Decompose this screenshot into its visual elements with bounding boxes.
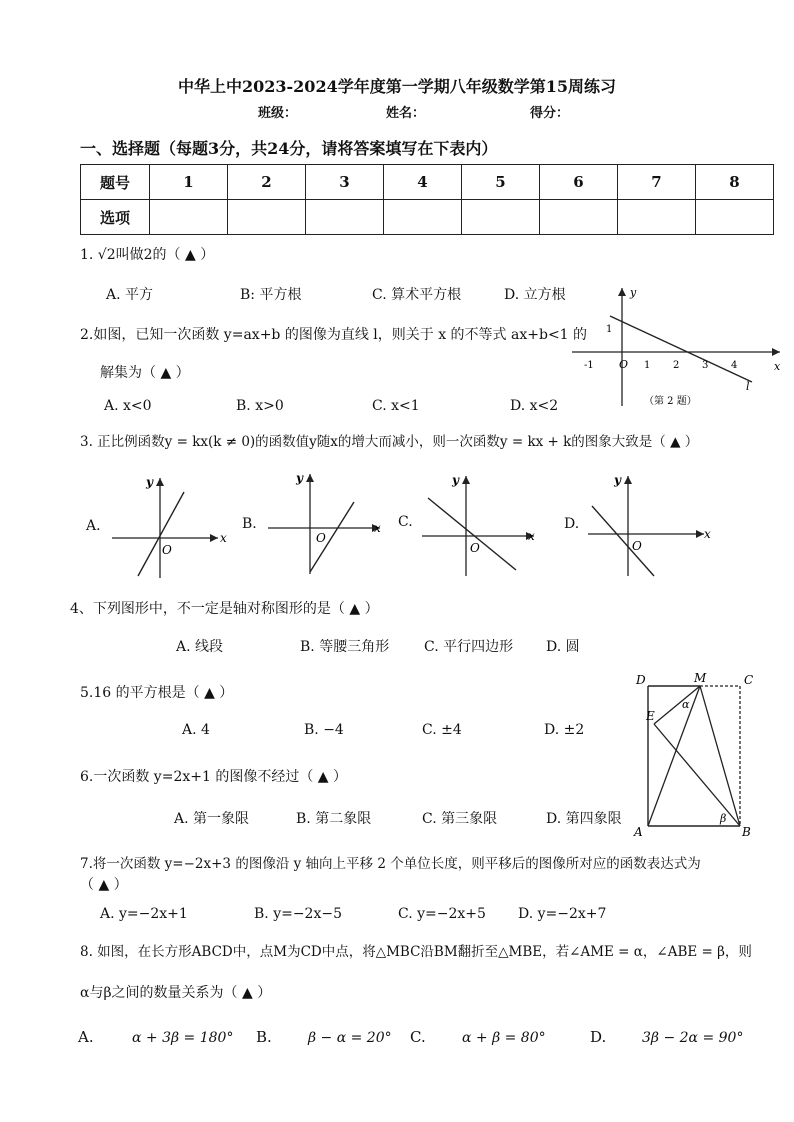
figure-caption: （第 2 题）: [644, 396, 697, 407]
q8-option-d-letter: D.: [590, 1028, 607, 1046]
q6-option-c: C. 第三象限: [422, 811, 498, 827]
q5-option-c: C. ±4: [422, 722, 462, 738]
q2-stem-cont: 解集为（ ▲ ）: [100, 365, 190, 381]
q2-option-a: A. x<0: [104, 398, 152, 414]
line-label: l: [746, 380, 750, 393]
x-axis-arrow: [210, 534, 218, 542]
x-axis-arrow: [696, 530, 704, 538]
x-label: x: [704, 527, 711, 541]
q3-option-c: C.: [398, 514, 413, 530]
q7-stem: 7.将一次函数 y=−2x+3 的图像沿 y 轴向上平移 2 个单位长度，则平移后的图像所对应的函数表达式为: [80, 856, 701, 872]
table-cell: 6: [540, 165, 618, 200]
answer-cell[interactable]: [150, 200, 228, 235]
q6-option-d: D. 第四象限: [546, 811, 622, 827]
graph-line: [592, 506, 654, 576]
q3-graph-a: [108, 472, 228, 582]
table-header-number: 题号: [81, 165, 150, 200]
q3-graph-c: [418, 470, 542, 580]
q1-option-b: B: 平方根: [240, 287, 302, 303]
origin-label: O: [619, 358, 629, 371]
table-cell: 4: [384, 165, 462, 200]
name-label: 姓名：: [386, 106, 426, 121]
q8-option-a-letter: A.: [78, 1028, 94, 1046]
table-cell: 8: [696, 165, 774, 200]
label-A: A: [634, 825, 643, 839]
table-cell: 2: [228, 165, 306, 200]
class-label: 班级：: [258, 106, 298, 121]
y-axis-arrow: [462, 476, 470, 484]
tick-neg1: -1: [584, 360, 594, 371]
q5-stem: 5.16 的平方根是（ ▲ ）: [80, 685, 234, 701]
q7-stem-cont: （ ▲ ）: [80, 877, 128, 893]
label-M: M: [694, 671, 707, 685]
answer-cell[interactable]: [618, 200, 696, 235]
q7-option-d: D. y=−2x+7: [518, 906, 607, 922]
tick-4: 4: [731, 360, 738, 371]
line-l: [610, 316, 752, 382]
y-axis-arrow: [306, 474, 314, 482]
q6-stem: 6.一次函数 y=2x+1 的图像不经过（ ▲ ）: [80, 769, 348, 785]
answer-cell[interactable]: [228, 200, 306, 235]
q8-figure: [632, 668, 756, 840]
q3-option-a: A.: [86, 518, 101, 534]
x-label: x: [374, 521, 381, 535]
q8-stem-cont: α与β之间的数量关系为（ ▲ ）: [80, 985, 272, 1001]
q3-stem: 3. 正比例函数y = kx(k ≠ 0)的函数值y随x的增大而减小，则一次函数y = kx + k的图象大致是（ ▲ ）: [80, 434, 699, 450]
answer-table: [80, 164, 774, 235]
q2-option-b: B. x>0: [236, 398, 284, 414]
q6-option-a: A. 第一象限: [174, 811, 250, 827]
origin-label: O: [470, 541, 480, 555]
q8-option-b-letter: B.: [256, 1028, 272, 1046]
q4-option-b: B. 等腰三角形: [300, 639, 390, 655]
q4-option-a: A. 线段: [176, 639, 224, 655]
table-header-answer: 选项: [81, 200, 150, 235]
tick-y1: 1: [606, 324, 613, 335]
table-cell: 7: [618, 165, 696, 200]
label-alpha: α: [682, 698, 690, 711]
q8-option-a: α + 3β = 180°: [132, 1030, 234, 1046]
y-axis-arrow: [618, 288, 626, 296]
x-axis-arrow: [772, 348, 780, 356]
table-row: [81, 165, 774, 200]
y-label: y: [452, 473, 459, 487]
q8-option-c: α + β = 80°: [462, 1030, 546, 1046]
answer-cell[interactable]: [306, 200, 384, 235]
table-row: [81, 200, 774, 235]
label-beta: β: [720, 812, 727, 825]
answer-cell[interactable]: [696, 200, 774, 235]
q2-option-c: C. x<1: [372, 398, 420, 414]
graph-line: [138, 492, 184, 576]
q3-graph-b: [264, 468, 388, 578]
x-label: x: [528, 529, 535, 543]
q3-graph-d: [584, 470, 714, 580]
y-axis-arrow: [624, 476, 632, 484]
tick-1: 1: [644, 360, 651, 371]
tick-3: 3: [702, 360, 709, 371]
y-label: y: [614, 473, 621, 487]
q2-option-d: D. x<2: [510, 398, 559, 414]
q5-option-b: B. −4: [304, 722, 344, 738]
q2-stem: 2.如图，已知一次函数 y=ax+b 的图像为直线 l，则关于 x 的不等式 ax+b<1 的: [80, 327, 588, 343]
label-D: D: [636, 673, 646, 687]
x-label: x: [220, 531, 227, 545]
table-cell: 5: [462, 165, 540, 200]
y-axis-arrow: [156, 478, 164, 486]
label-C: C: [744, 673, 754, 687]
answer-cell[interactable]: [462, 200, 540, 235]
answer-cell[interactable]: [384, 200, 462, 235]
q8-stem: 8. 如图，在长方形ABCD中，点M为CD中点，将△MBC沿BM翻折至△MBE，若∠AME = α，∠ABE = β，则: [80, 944, 752, 960]
q6-option-b: B. 第二象限: [296, 811, 372, 827]
answer-cell[interactable]: [540, 200, 618, 235]
q8-option-d: 3β − 2α = 90°: [642, 1030, 744, 1046]
q7-option-b: B. y=−2x−5: [254, 906, 342, 922]
origin-label: O: [632, 539, 642, 553]
q8-option-b: β − α = 20°: [308, 1030, 392, 1046]
q5-option-d: D. ±2: [544, 722, 585, 738]
q2-graph: [568, 282, 788, 412]
q4-stem: 4、下列图形中，不一定是轴对称图形的是（ ▲ ）: [70, 601, 379, 617]
q8-option-c-letter: C.: [410, 1028, 426, 1046]
q5-option-a: A. 4: [182, 722, 210, 738]
q4-option-d: D. 圆: [546, 639, 580, 655]
q1-option-c: C. 算术平方根: [372, 287, 462, 303]
page-title: 中华上中2023-2024学年度第一学期八年级数学第15周练习: [178, 77, 616, 96]
label-E: E: [646, 709, 655, 723]
q4-option-c: C. 平行四边形: [424, 639, 514, 655]
score-label: 得分：: [530, 106, 570, 121]
q1-option-a: A. 平方: [106, 287, 154, 303]
origin-label: O: [162, 543, 172, 557]
label-B: B: [742, 825, 751, 839]
section-heading: 一、选择题（每题3分，共24分，请将答案填写在下表内）: [80, 139, 498, 158]
y-label: y: [630, 286, 637, 299]
table-cell: 3: [306, 165, 384, 200]
q3-option-d: D.: [564, 516, 580, 532]
origin-label: O: [316, 531, 326, 545]
segment-MB: [700, 686, 740, 826]
q7-option-a: A. y=−2x+1: [100, 906, 188, 922]
y-label: y: [296, 471, 303, 485]
q3-option-b: B.: [242, 516, 257, 532]
q7-option-c: C. y=−2x+5: [398, 906, 486, 922]
x-label: x: [774, 360, 781, 373]
y-label: y: [146, 475, 153, 489]
graph-line: [428, 498, 516, 570]
q1-option-d: D. 立方根: [504, 287, 566, 303]
q1-stem: 1. √2叫做2的（ ▲ ）: [80, 247, 215, 263]
table-cell: 1: [150, 165, 228, 200]
tick-2: 2: [673, 360, 680, 371]
